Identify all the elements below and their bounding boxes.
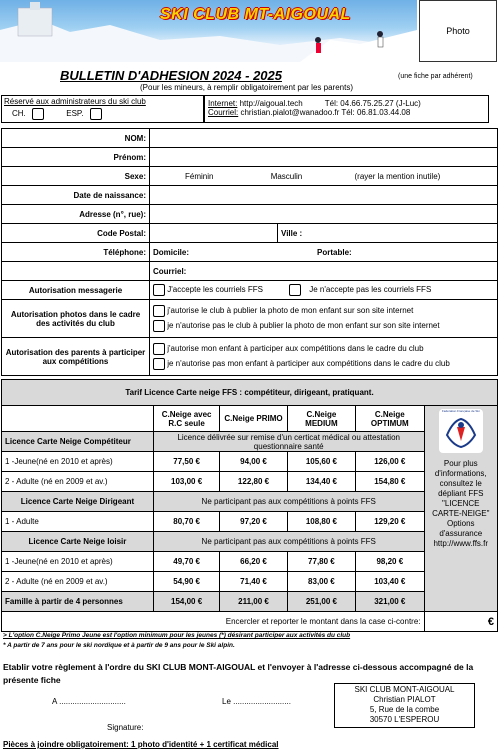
messagerie-row [2,281,498,300]
price-cell[interactable]: 49,70 € [153,552,219,572]
photo-auth-label: Autorisation photos dans le cadre des activités du club [2,300,150,338]
price-cell[interactable]: 83,00 € [287,572,355,592]
ch-label: CH. [12,109,26,119]
refuse-label: Je n'accepte pas les courriels FFS [309,285,432,295]
price-cell[interactable]: 97,20 € [220,512,287,532]
price-cell[interactable]: 321,00 € [356,592,424,612]
rayer-note: (rayer la mention inutile) [354,171,441,181]
ffs-info-text: Pour plus d'informations, consultez le dépliant FFS "LICENCE CARTE-NEIGE" Options d'assurance http://www.ffs.fr [432,459,490,548]
banner-title: SKI CLUB MT-AIGOUAL [160,6,351,23]
sexe-row [2,167,498,186]
price-cell[interactable]: 154,80 € [356,472,424,492]
ffs-info-cell [424,406,497,612]
photo-label: Photo [446,26,470,36]
price-cell[interactable]: 77,80 € [287,552,355,572]
price-cell[interactable]: 122,80 € [220,472,287,492]
naissance-field[interactable] [150,186,498,205]
competiteur-label: Licence Carte Neige Compétiteur [2,432,154,452]
phone-1: Tél: 04.66.75.25.27 (J-Luc) [324,99,421,108]
price-cell[interactable]: 251,00 € [287,592,355,612]
dirigeant-note: Ne participant pas aux compétitions à points FFS [153,492,424,512]
photo-yes-label: j'autorise le club à publier la photo de mon enfant sur son site internet [167,306,414,316]
price-cell[interactable]: 134,40 € [287,472,355,492]
comp-no-label: je n'autorise pas mon enfant à participer aux compétitions dans le cadre du club [167,359,450,369]
payment-instructions: Etablir votre règlement à l'ordre du SKI CLUB MONT-AIGOUAL et l'envoyer à l'adresse ci-dessous accompagné de la présente fiche [3,662,474,685]
note-primo: > L'option C.Neige Primo Jeune est l'option minimum pour les jeunes (*) désirant participer aux activités du club [3,632,351,639]
refuse-checkbox[interactable] [289,284,301,296]
form-title: BULLETIN D'ADHESION 2024 - 2025 [60,68,282,83]
internet-url[interactable]: http://aigoual.tech [239,99,303,108]
feminin-option[interactable]: Féminin [185,171,214,181]
price-cell[interactable]: 103,40 € [356,572,424,592]
cp-row [2,224,498,243]
courriel-label: Courriel: [208,108,239,117]
price-cell[interactable]: 108,80 € [287,512,355,532]
ffs-logo-text: Fédération Française de Ski [441,409,480,413]
form-subtitle: (Pour les mineurs, à remplir obligatoirement par les parents) [140,83,353,92]
tarif-heading: Tarif Licence Carte neige FFS : compétiteur, dirigeant, pratiquant. [2,380,498,406]
domicile-label: Domicile: [153,247,190,257]
cp-field[interactable] [150,224,278,243]
admin-box [1,95,204,123]
photo-no-label: je n'autorise pas le club à publier la photo de mon enfant sur son site internet [167,321,440,331]
ville-field[interactable] [278,224,498,243]
address-line: 30570 L'ESPEROU [369,715,440,724]
naissance-row [2,186,498,205]
accepte-label: J'accepte les courriels FFS [167,285,264,295]
competition-auth-label: Autorisation des parents à participer aux compétitions [2,338,150,376]
telephone-label: Téléphone: [2,243,150,262]
club-address-box [334,683,475,728]
loisir-jeune-label: 1 -Jeune(né en 2010 et après) [2,552,154,572]
address-line: Christian PIALOT [373,695,436,704]
total-label: Encercler et reporter le montant dans la case ci-contre: [2,612,425,632]
esp-checkbox[interactable] [90,108,102,120]
comp-no-checkbox[interactable] [153,358,165,370]
loisir-label: Licence Carte Neige loisir [2,532,154,552]
per-adherent-note: (une fiche par adhérent) [398,73,473,80]
admin-label: Réservé aux administrateurs du ski club [4,97,146,106]
place-field[interactable]: A .............................. [52,697,126,706]
price-cell[interactable]: 54,90 € [153,572,219,592]
courriel-row [2,262,498,281]
sexe-field[interactable] [150,167,498,186]
signature-label: Signature: [107,723,144,732]
photo-yes-checkbox[interactable] [153,305,165,317]
photo-no-checkbox[interactable] [153,320,165,332]
col-rc: C.Neige avec R.C seule [153,406,219,432]
photo-box[interactable] [419,0,497,62]
date-field[interactable]: Le .......................... [222,697,291,706]
competiteur-note: Licence délivrée sur remise d'un certicat médical ou attestation questionnaire santé [153,432,424,452]
col-medium: C.Neige MEDIUM [287,406,355,432]
prenom-row [2,148,498,167]
adresse-label: Adresse (n°, rue): [2,205,150,224]
price-cell[interactable]: 211,00 € [220,592,287,612]
messagerie-label: Autorisation messagerie [2,281,150,300]
masculin-option[interactable]: Masculin [270,171,303,181]
dirigeant-label: Licence Carte Neige Dirigeant [2,492,154,512]
price-cell[interactable]: 98,20 € [356,552,424,572]
telephone-field[interactable] [150,243,498,262]
note-age: * A partir de 7 ans pour le ski nordique et à partir de 9 ans pour le Ski alpin. [3,642,235,649]
nom-label: NOM: [2,129,150,148]
telephone-row [2,243,498,262]
photo-row [2,300,498,338]
courriel-field-label: Courriel: [153,266,187,276]
sexe-label: Sexe: [2,167,150,186]
cp-label: Code Postal: [2,224,150,243]
comp-adulte-label: 2 - Adulte (né en 2009 et av.) [2,472,154,492]
member-form [1,128,498,376]
phone-2: Tél: 06.81.03.44.08 [341,108,411,117]
price-cell[interactable]: 66,20 € [220,552,287,572]
required-documents: Pièces à joindre obligatoirement: 1 photo d'identité + 1 certificat médical [3,740,279,749]
price-cell[interactable]: 129,20 € [356,512,424,532]
competition-row [2,338,498,376]
col-primo: C.Neige PRIMO [220,406,287,432]
adresse-row [2,205,498,224]
header-banner [0,0,417,62]
ch-checkbox[interactable] [32,108,44,120]
accepte-checkbox[interactable] [153,284,165,296]
address-line: 5, Rue de la combe [369,705,440,714]
price-cell[interactable]: 80,70 € [153,512,219,532]
internet-label: Internet: [208,99,238,108]
price-cell[interactable]: 94,00 € [220,452,287,472]
loisir-adulte-label: 2 - Adulte (né en 2009 et av.) [2,572,154,592]
tarif-table [1,379,498,632]
ville-label: Ville : [281,228,303,238]
nom-field[interactable] [150,129,498,148]
price-cell[interactable]: 126,00 € [356,452,424,472]
comp-jeune-label: 1 -Jeune(né en 2010 et après) [2,452,154,472]
dir-adulte-label: 1 - Adulte [2,512,154,532]
comp-yes-label: j'autorise mon enfant à participer aux compétitions dans le cadre du club [167,344,424,354]
contact-box [204,95,489,123]
famille-label: Famille à partir de 4 personnes [2,592,154,612]
portable-label: Portable: [317,247,352,257]
price-cell[interactable]: 105,60 € [287,452,355,472]
address-line: SKI CLUB MONT-AIGOUAL [354,685,455,694]
price-cell[interactable]: 154,00 € [153,592,219,612]
adresse-field[interactable] [150,205,498,224]
comp-yes-checkbox[interactable] [153,343,165,355]
esp-label: ESP. [66,109,84,119]
total-amount-field[interactable]: € [424,612,497,632]
ffs-logo-icon [439,409,483,453]
price-cell[interactable]: 103,00 € [153,472,219,492]
col-optimum: C.Neige OPTIMUM [356,406,424,432]
courriel-field[interactable] [150,262,498,281]
prenom-field[interactable] [150,148,498,167]
naissance-label: Date de naissance: [2,186,150,205]
price-cell[interactable]: 77,50 € [153,452,219,472]
courriel-address[interactable]: christian.pialot@wanadoo.fr [240,108,340,117]
prenom-label: Prénom: [2,148,150,167]
loisir-note: Ne participant pas aux compétitions à points FFS [153,532,424,552]
nom-row [2,129,498,148]
price-cell[interactable]: 71,40 € [220,572,287,592]
